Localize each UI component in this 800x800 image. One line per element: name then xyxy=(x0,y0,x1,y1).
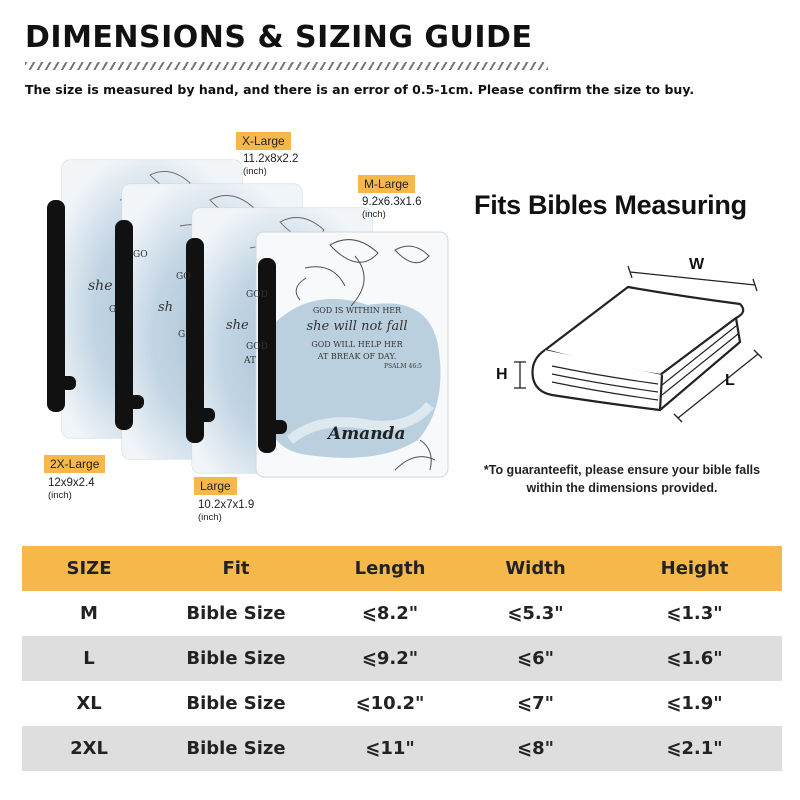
cell-size: L xyxy=(83,648,95,669)
cell-fit: Bible Size xyxy=(186,738,286,759)
cover-line-1: GOD IS WITHIN HER xyxy=(312,306,402,315)
cell-length: ⩽9.2" xyxy=(361,648,419,669)
measure-l-label: L xyxy=(725,372,735,389)
size-dims-xlarge: 11.2x8x2.2 (inch) xyxy=(243,153,299,177)
page-title: DIMENSIONS & SIZING GUIDE xyxy=(25,20,533,55)
cover-line-2: she will not fall xyxy=(306,319,408,334)
table-row xyxy=(22,681,782,726)
header-length: Length xyxy=(354,558,426,579)
measure-w-label: W xyxy=(689,256,705,273)
cell-size: XL xyxy=(76,693,102,714)
fits-title: Fits Bibles Measuring xyxy=(474,190,747,220)
size-dims-mlarge: 9.2x6.3x1.6 (inch) xyxy=(362,196,422,220)
cover-line-5: PSALM 46:5 xyxy=(384,363,422,370)
cell-height: ⩽2.1" xyxy=(666,738,723,759)
size-tag-mlarge: M-Large xyxy=(358,175,415,193)
header-height: Height xyxy=(660,558,729,579)
table-header-row xyxy=(22,546,782,591)
cover-line-4: AT BREAK OF DAY. xyxy=(317,352,397,361)
cell-height: ⩽1.6" xyxy=(666,648,723,669)
cell-height: ⩽1.3" xyxy=(666,603,723,624)
cell-size: 2XL xyxy=(70,738,108,759)
cell-fit: Bible Size xyxy=(186,693,286,714)
header-width: Width xyxy=(505,558,566,579)
cell-width: ⩽7" xyxy=(517,693,554,714)
fit-note: *To guaranteefit, please ensure your bible falls within the dimensions provided. xyxy=(483,463,761,495)
header-size: SIZE xyxy=(66,558,112,579)
cell-width: ⩽6" xyxy=(517,648,554,669)
header-fit: Fit xyxy=(222,558,250,579)
size-tag-xlarge: X-Large xyxy=(236,132,291,150)
cell-length: ⩽10.2" xyxy=(355,693,425,714)
cell-fit: Bible Size xyxy=(186,648,286,669)
cell-length: ⩽11" xyxy=(365,738,415,759)
cell-length: ⩽8.2" xyxy=(361,603,419,624)
size-tag-large: Large xyxy=(194,477,237,495)
cell-width: ⩽5.3" xyxy=(507,603,564,624)
size-dims-2xlarge: 12x9x2.4 (inch) xyxy=(48,477,95,501)
cell-fit: Bible Size xyxy=(186,603,286,624)
size-dims-large: 10.2x7x1.9 (inch) xyxy=(198,499,255,523)
table-row xyxy=(22,726,782,771)
cover-line-3: GOD WILL HELP HER xyxy=(311,340,403,349)
size-tag-2xlarge: 2X-Large xyxy=(44,455,105,473)
cover-name: Amanda xyxy=(328,424,406,444)
cell-width: ⩽8" xyxy=(517,738,554,759)
size-table xyxy=(22,546,782,771)
measure-h-label: H xyxy=(496,366,508,383)
cell-size: M xyxy=(80,603,98,624)
subtitle: The size is measured by hand, and there is an error of 0.5-1cm. Please confirm the size to buy. xyxy=(25,82,695,97)
table-row xyxy=(22,636,782,681)
table-row xyxy=(22,591,782,636)
cell-height: ⩽1.9" xyxy=(666,693,723,714)
